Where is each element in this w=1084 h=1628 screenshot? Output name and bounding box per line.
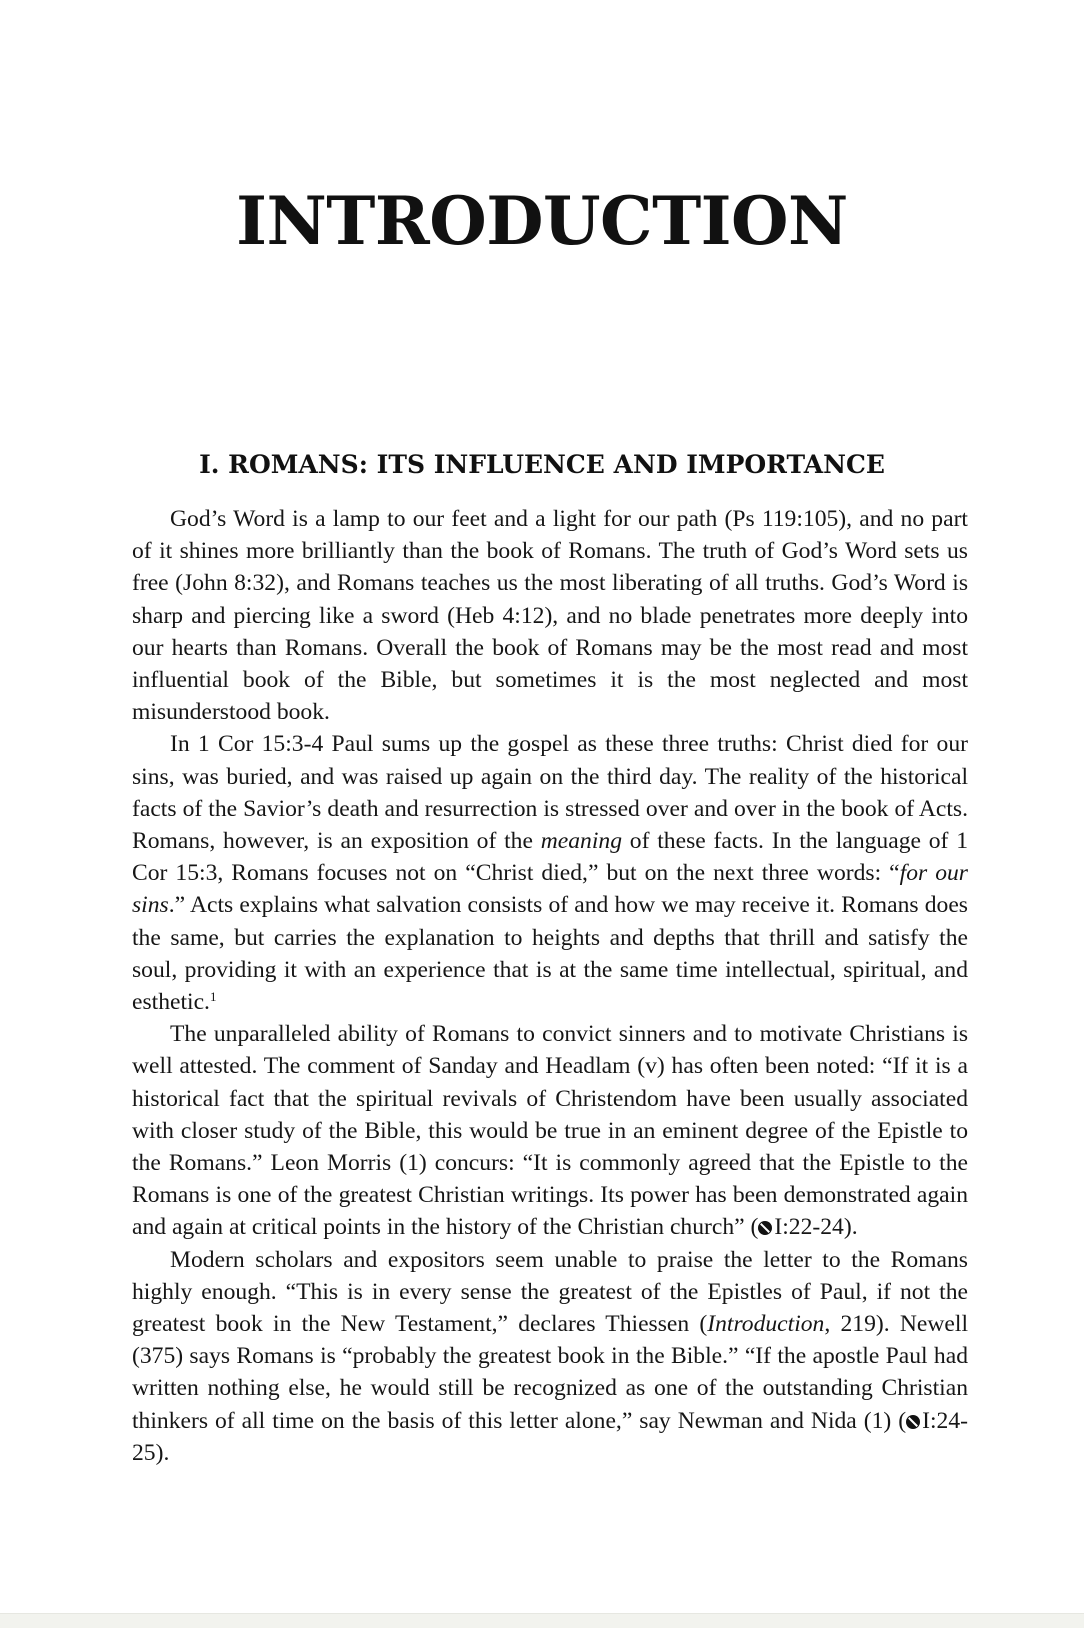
paragraph-2-italic-for-our-sins: for our sins xyxy=(132,860,968,919)
paragraph-4 xyxy=(132,1244,968,1469)
paragraph-2-italic-meaning: meaning xyxy=(540,828,623,855)
paragraph-2 xyxy=(132,728,968,1018)
paragraph-3-reference: I:22-24 xyxy=(774,1214,844,1241)
paragraph-2-text-c: of these facts. In the language of 1 Cor 15:3, Romans focuses not on “Christ died,” but on the next three words: “ xyxy=(132,828,968,887)
paragraph-2-text-e: .” Acts explains what salvation consists of and how we may receive it. Romans does the same, but carries the explanation to heights and depths that thrill and satisfy the soul, providing it with an experience that is at the same time intellectual, spiritual, and esthetic. xyxy=(132,892,968,1016)
cross-reference-icon xyxy=(906,1415,920,1429)
body-text xyxy=(132,503,968,1469)
paragraph-1 xyxy=(132,503,968,728)
paragraph-4-end: ). xyxy=(155,1439,170,1466)
paragraph-2-text-a: In 1 Cor 15:3-4 Paul sums up the gospel as these three truths: Christ died for our sins, was buried, and was raised up again on the third day. The reality of the historical facts of the Savior’s death and resurrection is stressed over and over in the book of Acts. Romans, however, is an exposition of the xyxy=(132,731,968,855)
paragraph-4-text-c: , 219). Newell (375) says Romans is “probably the greatest book in the Bible.” “If the apostle Paul had written nothing else, he would still be recognized as one of the outstanding Christian thinkers of all time on the basis of this letter alone,” say Newman and Nida (1) ( xyxy=(132,1311,968,1434)
section-heading: I. ROMANS: ITS INFLUENCE AND IMPORTANCE xyxy=(199,450,885,479)
chapter-title: INTRODUCTION xyxy=(236,182,848,260)
paragraph-3-text: The unparalleled ability of Romans to convict sinners and to motivate Christians is well attested. The comment of Sanday and Headlam (v) has often been noted: “If it is a historical fact that the spiritual revivals of Christendom have been usually associated with closer study of the Bible, this would be true in an eminent degree of the Epistle to the Romans.” Leon Morris (1) concurs: “It is commonly agreed that the Epistle to the Romans is one of the greatest Christian writings. Its power has been demonstrated again and again at critical points in the history of the Christian church” ( xyxy=(132,1021,968,1241)
paragraph-4-text-a: Modern scholars and expositors seem unable to praise the letter to the Romans highly enough. “This is in every sense the greatest of the Epistles of Paul, if not the greatest book in the New Testament,” declares Thiessen ( xyxy=(132,1246,968,1338)
paragraph-4-italic-introduction: Introduction xyxy=(707,1311,825,1338)
paragraph-4-reference: I:24-25 xyxy=(132,1407,968,1466)
paragraph-3-end: ). xyxy=(843,1214,858,1241)
cross-reference-icon xyxy=(758,1221,772,1235)
footnote-marker: 1 xyxy=(209,989,217,1005)
paragraph-3 xyxy=(132,1018,968,1243)
paragraph-1-text: God’s Word is a lamp to our feet and a light for our path (Ps 119:105), and no part of it shines more brilliantly than the book of Romans. The truth of God’s Word sets us free (John 8:32), and Romans teaches us the most liberating of all truths. God’s Word is sharp and piercing like a sword (Heb 4:12), and no blade penetrates more deeply into our hearts than Romans. Overall the book of Romans may be the most read and most influential book of the Bible, but sometimes it is the most neglected and most misunderstood book. xyxy=(132,506,968,726)
